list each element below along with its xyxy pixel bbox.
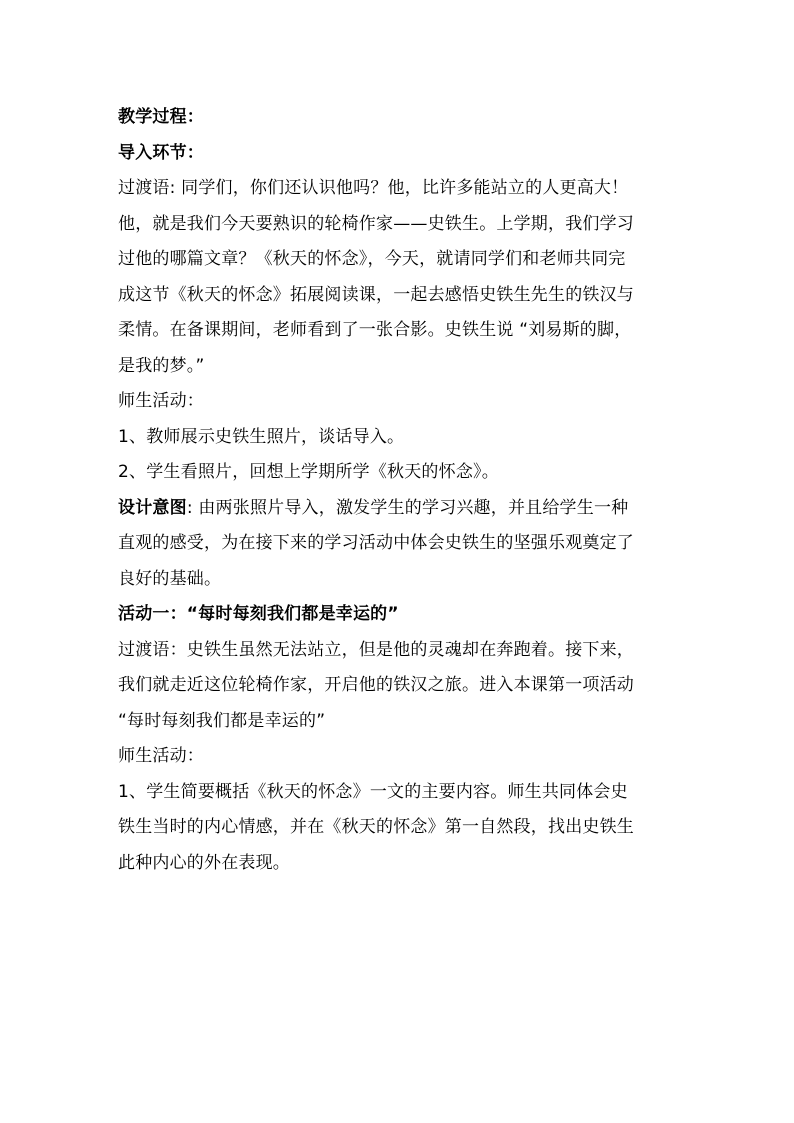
section-heading-introduction: 导入环节：: [118, 142, 204, 163]
paragraph-line: “每时每刻我们都是幸运的”: [118, 710, 326, 731]
paragraph-line: 此种内心的外在表现。: [118, 852, 290, 873]
paragraph-line: 是我的梦。”: [118, 355, 205, 376]
paragraph-line: 良好的基础。: [118, 568, 222, 589]
paragraph-line: 铁生当时的内心情感，并在《秋天的怀念》第一自然段，找出史铁生: [118, 817, 634, 837]
subheading-activities: 师生活动：: [118, 746, 204, 766]
paragraph-line: 我们就走近这位轮椅作家，开启他的铁汉之旅。进入本课第一项活动: [118, 675, 634, 695]
paragraph-line: 过渡语：史铁生虽然无法站立，但是他的灵魂却在奔跑着。接下来，: [118, 639, 634, 660]
list-item: 1、教师展示史铁生照片，谈话导入。: [118, 426, 405, 447]
list-item: 1、学生简要概括《秋天的怀念》一文的主要内容。师生共同体会史: [118, 781, 628, 802]
document-body: [118, 100, 678, 881]
subheading-activities: 师生活动：: [118, 391, 204, 411]
list-item: 2、学生看照片，回想上学期所学《秋天的怀念》。: [118, 462, 499, 482]
section-heading-activity-one: 活动一：“每时每刻我们都是幸运的”: [118, 604, 399, 624]
paragraph-line: 柔情。在备课期间，老师看到了一张合影。史铁生说 “刘易斯的脚，: [118, 320, 632, 340]
design-intent-text: : 由两张照片导入，激发学生的学习兴趣，并且给学生一种: [186, 497, 629, 518]
paragraph-line: 过渡语: 同学们，你们还认识他吗？他，比许多能站立的人更高大！: [118, 178, 629, 198]
paragraph-line: 直观的感受，为在接下来的学习活动中体会史铁生的坚强乐观奠定了: [118, 533, 634, 553]
design-intent-label: 设计意图: [118, 497, 187, 518]
paragraph-line: 成这节《秋天的怀念》拓展阅读课，一起去感悟史铁生先生的铁汉与: [118, 284, 634, 305]
section-heading-teaching-process: 教学过程：: [118, 107, 204, 127]
paragraph-line: 他，就是我们今天要熟识的轮椅作家——史铁生。上学期，我们学习: [118, 213, 634, 234]
paragraph-line: 过他的哪篇文章？《秋天的怀念》，今天，就请同学们和老师共同完: [118, 249, 626, 269]
design-intent-line: [118, 491, 678, 527]
